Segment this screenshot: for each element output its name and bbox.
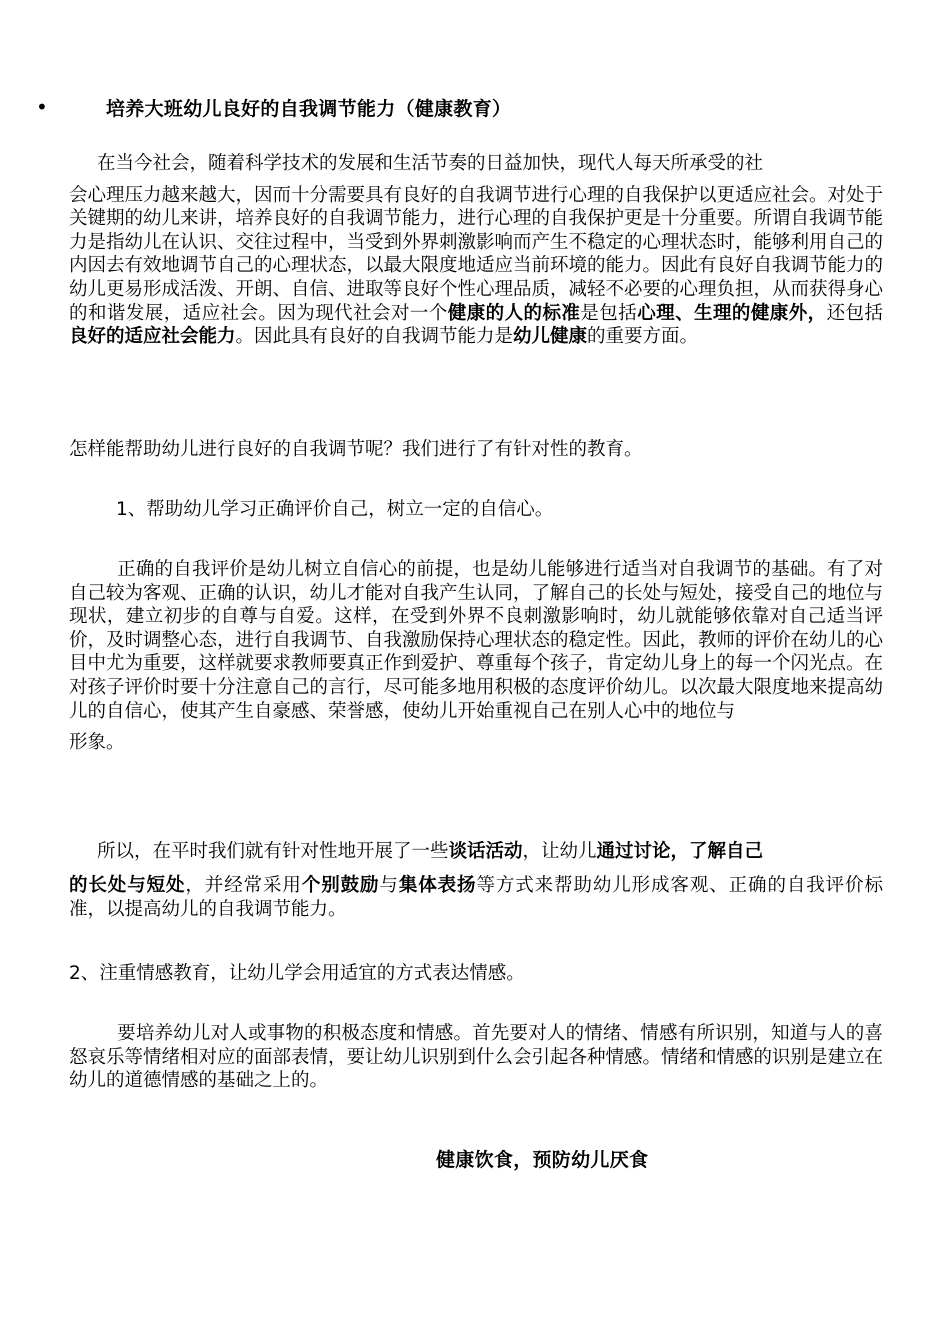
intro-bold-1: 健康的人的标准 xyxy=(447,302,581,324)
intro-bold-2: 心理、生理的健康外， xyxy=(637,302,827,324)
intro-text-3: 还包括 xyxy=(826,302,883,324)
section-2-body: 要培养幼儿对人或事物的积极态度和情感。首先要对人的情绪、情感有所识别，知道与人的喜怒哀乐等情绪相对应的面部表情，要让幼儿识别到什么会引起各种情感。情绪和情感的识别是建立在幼儿的道德情感的基础之上的。 xyxy=(69,1023,884,1092)
document-title: 培养大班幼儿良好的自我调节能力（健康教育） xyxy=(106,98,512,120)
intro-first-line: 在当今社会，随着科学技术的发展和生活节奏的日益加快，现代人每天所承受的社 xyxy=(97,153,764,174)
activities-paragraph xyxy=(69,840,883,922)
intro-bold-4: 幼儿健康 xyxy=(513,326,588,348)
question-paragraph: 怎样能帮助幼儿进行良好的自我调节呢？我们进行了有针对性的教育。 xyxy=(69,439,643,460)
activities-text-1: 所以，在平时我们就有针对性地开展了一些 xyxy=(97,841,449,862)
activities-text-5: 等方式来帮助幼儿形成客观、正确的自我评价标准，以提高幼儿的自我调节能力。 xyxy=(69,875,883,920)
section-1-heading xyxy=(116,498,886,522)
intro-paragraph xyxy=(69,152,883,349)
activities-bold-1: 谈话活动 xyxy=(448,841,523,862)
intro-text-4: 。因此具有良好的自我调节能力是 xyxy=(235,326,514,348)
section-2-heading xyxy=(69,962,883,986)
activities-bold-5: 集体表扬 xyxy=(398,875,477,896)
section-2-number: 2 xyxy=(69,963,81,984)
section-1-text: 、帮助幼儿学习正确评价自己，树立一定的自信心。 xyxy=(127,499,554,520)
intro-text-1: 会心理压力越来越大，因而十分需要具有良好的自我调节进行心理的自我保护以更适应社会。对处于关键期的幼儿来讲，培养良好的自我调节能力，进行心理的自我保护更是十分重要。所谓自我调节能力是指幼儿在认识、交往过程中，当受到外界刺激影响而产生不稳定的心理状态时，能够利用自己的内因去有效地调节自己的心理状态，以最大限度地适应当前环境的能力。因此有良好自我调节能力的幼儿更易形成活泼、开朗、自信、进取等良好个性心理品质，减轻不必要的心理负担，从而获得身心的和谐发展，适应社会。因为现代社会对一个 xyxy=(69,184,884,324)
intro-text-2: 是包括 xyxy=(580,302,638,324)
section-1-body: 正确的自我评价是幼儿树立自信心的前提，也是幼儿能够进行适当对自我调节的基础。有了对自己较为客观、正确的认识，幼儿才能对自我产生认同，了解自己的长处与短处，接受自己的地位与现状，建立初步的自尊与自爱。这样，在受到外界不良刺激影响时，幼儿就能够依靠对自己适当评价，及时调整心态，进行自我调节、自我激励保持心理状态的稳定性。因此，教师的评价在幼儿的心目中尤为重要，这样就要求教师要真正作到爱护、尊重每个孩子，肯定幼儿身上的每一个闪光点。在对孩子评价时要十分注意自己的言行，尽可能多地用积极的态度评价幼儿。以次最大限度地来提高幼儿的自信心，使其产生自豪感、荣誉感，使幼儿开始重视自己在别人心中的地位与 xyxy=(69,559,884,722)
section-1-paragraph xyxy=(69,558,883,755)
activities-text-4: 与 xyxy=(379,875,399,896)
activities-first-line xyxy=(69,840,883,864)
bullet-marker: • xyxy=(36,95,48,119)
section-2-text: 、注重情感教育，让幼儿学会用适宜的方式表达情感。 xyxy=(80,963,525,984)
activities-text-2: ，让幼儿 xyxy=(522,841,597,862)
section-2-paragraph xyxy=(69,1022,883,1093)
intro-bold-3: 良好的适应社会能力 xyxy=(69,326,236,348)
activities-bold-2: 通过讨论，了解自己 xyxy=(596,841,764,862)
activities-text-3: ，并经常采用 xyxy=(185,875,302,896)
section-1-number: 1 xyxy=(116,499,128,520)
next-article-title: 健康饮食，预防幼儿厌食 xyxy=(436,1149,649,1171)
activities-bold-4: 个别鼓励 xyxy=(301,875,380,896)
activities-bold-3: 的长处与短处 xyxy=(69,875,186,896)
intro-text-5: 的重要方面。 xyxy=(587,326,699,348)
section-1-last-line: 形象。 xyxy=(69,732,125,754)
